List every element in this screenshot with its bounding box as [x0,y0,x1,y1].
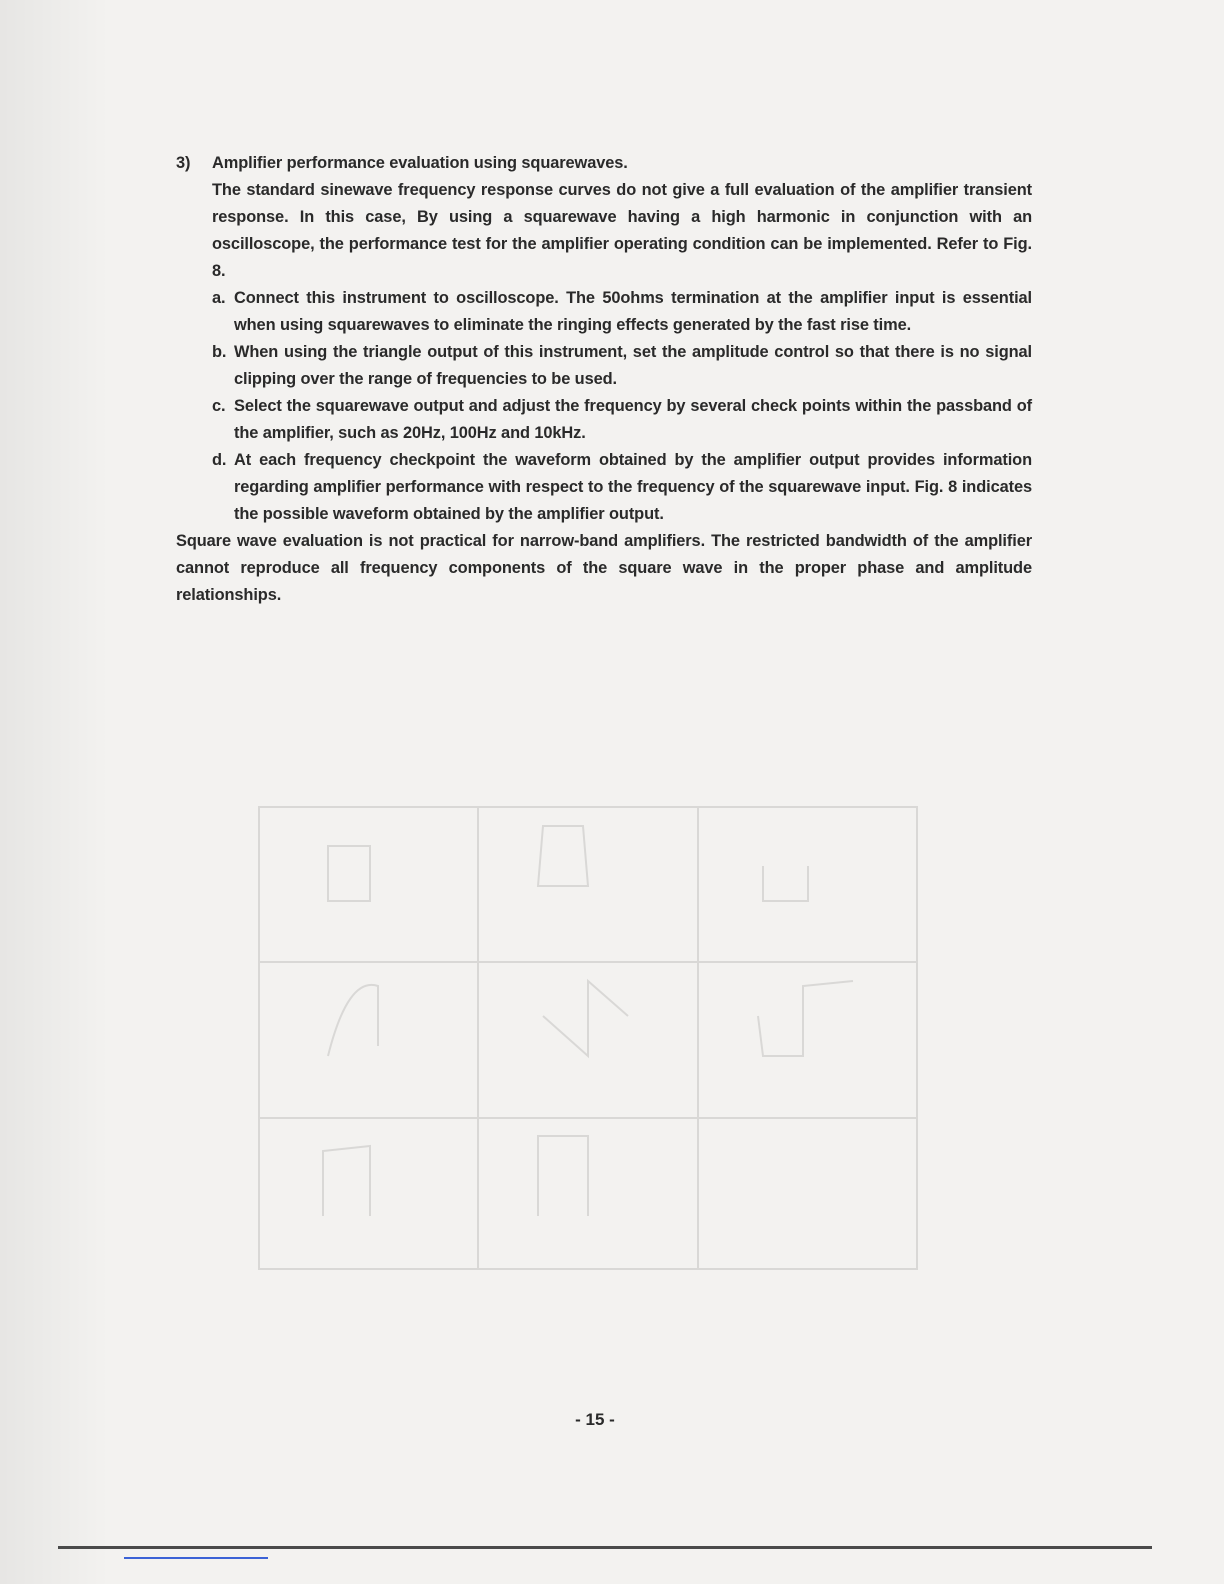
step-text: When using the triangle output of this instrument, set the amplitude control so that there is no signal clipping over the range of frequencies to be used. [234,343,1032,388]
step-list [212,285,1032,528]
step-item [212,285,1032,339]
bottom-link-underline [124,1557,268,1559]
waveform-grid-image [258,806,918,1270]
step-item [212,393,1032,447]
step-text: Connect this instrument to oscilloscope. The 50ohms termination at the amplifier input is essential when using squarewaves to eliminate the ringing effects generated by the fast rise time. [234,289,1032,334]
step-letter: c. [212,397,226,415]
step-letter: a. [212,289,226,307]
section-number: 3) [176,154,191,172]
main-text [176,150,1032,609]
scan-edge-shadow [0,0,110,1584]
step-letter: d. [212,451,227,469]
step-letter: b. [212,343,227,361]
step-text: At each frequency checkpoint the waveform obtained by the amplifier output provides information regarding amplifier performance with respect to the frequency of the squarewave input. Fig. 8 indicates the possible waveform obtained by the amplifier output. [234,451,1032,523]
step-text: Select the squarewave output and adjust the frequency by several check points within the passband of the amplifier, such as 20Hz, 100Hz and 10kHz. [234,397,1032,442]
bottom-rule [58,1546,1152,1549]
closing-paragraph: Square wave evaluation is not practical for narrow-band amplifiers. The restricted bandwidth of the amplifier cannot reproduce all frequency components of the square wave in the proper phase and amplitude relationships. [176,532,1032,604]
page-number: - 15 - [575,1410,615,1429]
step-item [212,339,1032,393]
bleed-through-waveform-figure [258,806,918,1270]
section-title: Amplifier performance evaluation using squarewaves. [212,154,628,172]
intro-paragraph: The standard sinewave frequency response curves do not give a full evaluation of the amplifier transient response. In this case, By using a squarewave having a high harmonic in conjunction with an oscilloscope, the performance test for the amplifier operating condition can be implemented. Refer to Fig. 8. [212,181,1032,280]
section-heading [176,150,1032,177]
step-item [212,447,1032,528]
